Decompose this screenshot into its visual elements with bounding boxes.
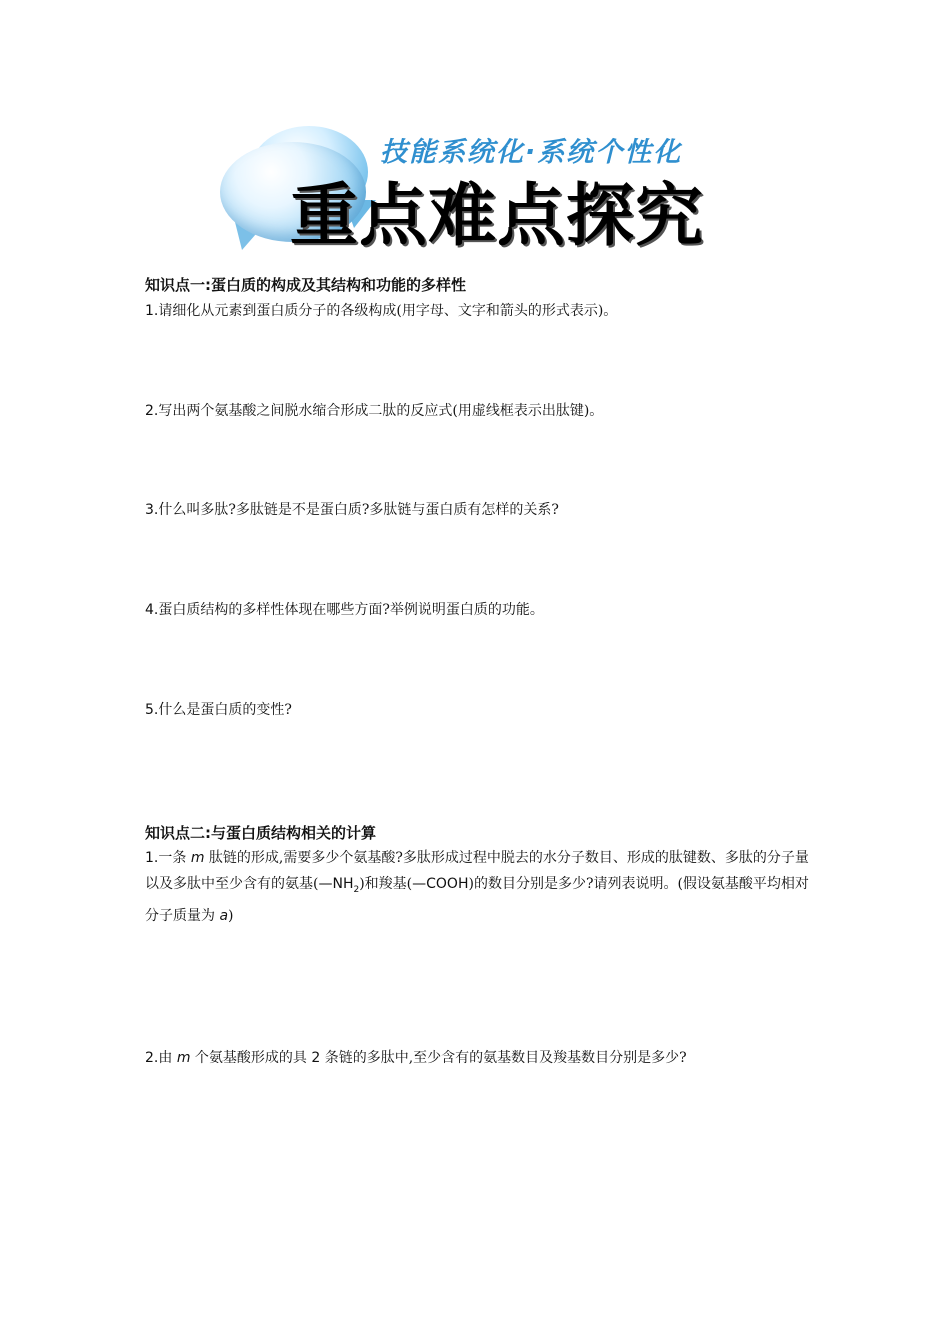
question-text: 一条	[158, 850, 191, 866]
question-text: )和羧基(	[359, 876, 413, 892]
section-heading: 知识点二:与蛋白质结构相关的计算	[145, 824, 377, 842]
question-number: 1.	[145, 303, 159, 319]
question-text: 写出两个氨基酸之间脱水缩合形成二肽的反应式(用虚线框表示出肽键)。	[158, 403, 604, 419]
question-number: 2.	[145, 1050, 159, 1066]
question-number: 2.	[145, 403, 159, 419]
number-two: 2	[311, 1050, 321, 1066]
banner-subtitle: 技能系统化·系统个性化	[380, 137, 683, 168]
question-text: 个氨基酸形成的具	[190, 1050, 312, 1066]
question-item	[145, 1045, 810, 1071]
question-text: 什么是蛋白质的变性?	[158, 702, 292, 718]
question-item	[145, 497, 810, 523]
question-item	[145, 398, 810, 424]
formula-subscript: 2	[353, 884, 360, 895]
banner	[220, 122, 732, 254]
question-item	[145, 298, 810, 324]
question-text: 肽链的形成,需要多少个氨基酸?多肽形成过程中脱去的水分子数目、形成的肽键数、多肽的分子量以及多肽中至少含有的氨基(	[145, 850, 809, 892]
question-text: 由	[158, 1050, 177, 1066]
variable-m: m	[176, 1050, 191, 1066]
variable-a: a	[219, 907, 229, 924]
banner-title: 重点难点探究	[290, 177, 705, 256]
section-heading: 知识点一:蛋白质的构成及其结构和功能的多样性	[145, 276, 467, 294]
question-number: 4.	[145, 602, 159, 618]
question-text: 蛋白质结构的多样性体现在哪些方面?举例说明蛋白质的功能。	[158, 602, 544, 618]
question-text: 条链的多肽中,至少含有的氨基数目及羧基数目分别是多少?	[320, 1050, 687, 1066]
formula-cooh: —COOH	[412, 876, 469, 892]
question-number: 5.	[145, 702, 159, 718]
formula-nh2: —NH	[318, 876, 354, 892]
question-item	[145, 845, 810, 929]
question-number: 3.	[145, 502, 159, 518]
question-item	[145, 697, 810, 723]
question-text: )的数目分别是多少?请列表说明。(假设氨基酸平均相对分子质量为	[145, 876, 809, 924]
variable-m: m	[190, 850, 205, 866]
question-item	[145, 597, 810, 623]
question-text: )	[228, 907, 234, 924]
question-text: 请细化从元素到蛋白质分子的各级构成(用字母、文字和箭头的形式表示)。	[158, 303, 618, 319]
question-number: 1.	[145, 850, 159, 866]
question-text: 什么叫多肽?多肽链是不是蛋白质?多肽链与蛋白质有怎样的关系?	[158, 502, 559, 518]
